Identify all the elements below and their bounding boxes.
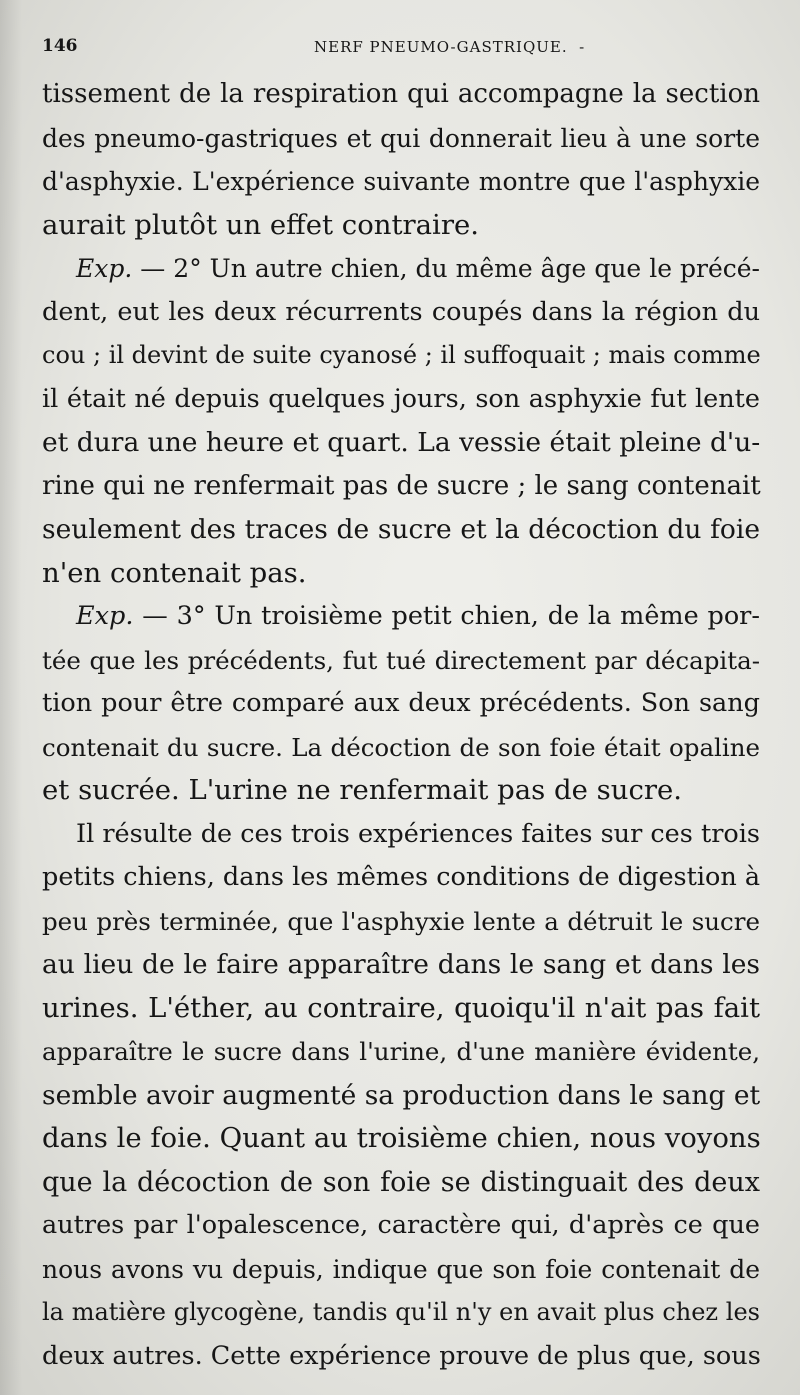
text-line: tissement de la respiration qui accompagne la section	[42, 79, 760, 109]
text-line: il était né depuis quelques jours, son asphyxie fut lente	[42, 383, 760, 414]
text-line: apparaître le sucre dans l'urine, d'une manière évidente,	[42, 1037, 760, 1066]
text-line: petits chiens, dans les mêmes conditions de digestion à	[42, 862, 761, 892]
text-line: cou ; il devint de suite cyanosé ; il suffoquait ; mais comme	[42, 341, 761, 369]
body-text	[42, 73, 760, 1378]
text-line: d'asphyxie. L'expérience suivante montre que l'asphyxie	[42, 167, 760, 196]
text-line: la matière glycogène, tandis qu'il n'y en avait plus chez les	[42, 1298, 760, 1326]
text-line: Exp. — 2° Un autre chien, du même âge que le précé-	[76, 254, 760, 283]
text-line: Exp. — 3° Un troisième petit chien, de la même por-	[76, 601, 760, 631]
text-line: urines. L'éther, au contraire, quoiqu'il n'ait pas fait	[42, 991, 760, 1024]
text-line: contenait du sucre. La décoction de son foie était opaline	[42, 732, 760, 762]
page-header	[42, 36, 760, 60]
text-line: dans le foie. Quant au troisième chien, nous voyons	[42, 1122, 761, 1154]
running-title: NERF PNEUMO-GASTRIQUE. -	[314, 38, 586, 56]
text-line: rine qui ne renfermait pas de sucre ; le sang contenait	[42, 470, 761, 501]
text-line: semble avoir augmenté sa production dans le sang et	[42, 1079, 761, 1111]
text-line: seulement des traces de sucre et la décoction du foie	[42, 514, 760, 545]
text-line: Il résulte de ces trois expériences faites sur ces trois	[76, 818, 760, 849]
text-line: tée que les précédents, fut tué directement par décapita-	[42, 645, 760, 675]
experiment-label: Exp.	[76, 254, 133, 283]
text-line: des pneumo-gastriques et qui donnerait lieu à une sorte	[42, 123, 760, 153]
text-line: nous avons vu depuis, indique que son foie contenait de	[42, 1254, 760, 1284]
text-line: deux autres. Cette expérience prouve de plus que, sous	[42, 1340, 761, 1371]
text-line: n'en contenait pas.	[42, 556, 307, 589]
text-line: peu près terminée, que l'asphyxie lente a détruit le sucre	[42, 906, 760, 936]
text-line: aurait plutôt un effet contraire.	[42, 208, 480, 241]
text-line: et dura une heure et quart. La vessie était pleine d'u-	[42, 427, 761, 458]
page-number: 146	[42, 36, 78, 56]
experiment-label: Exp.	[76, 601, 134, 631]
text-line: tion pour être comparé aux deux précédents. Son sang	[42, 688, 760, 718]
text-line: et sucrée. L'urine ne renfermait pas de sucre.	[42, 774, 683, 806]
text-line: que la décoction de son foie se distinguait des deux	[42, 1166, 760, 1198]
text-line: au lieu de le faire apparaître dans le sang et dans les	[42, 949, 760, 980]
binding-shadow	[0, 0, 22, 1395]
text-line: dent, eut les deux récurrents coupés dans la région du	[42, 296, 760, 327]
text-line: autres par l'opalescence, caractère qui, d'après ce que	[42, 1210, 760, 1240]
